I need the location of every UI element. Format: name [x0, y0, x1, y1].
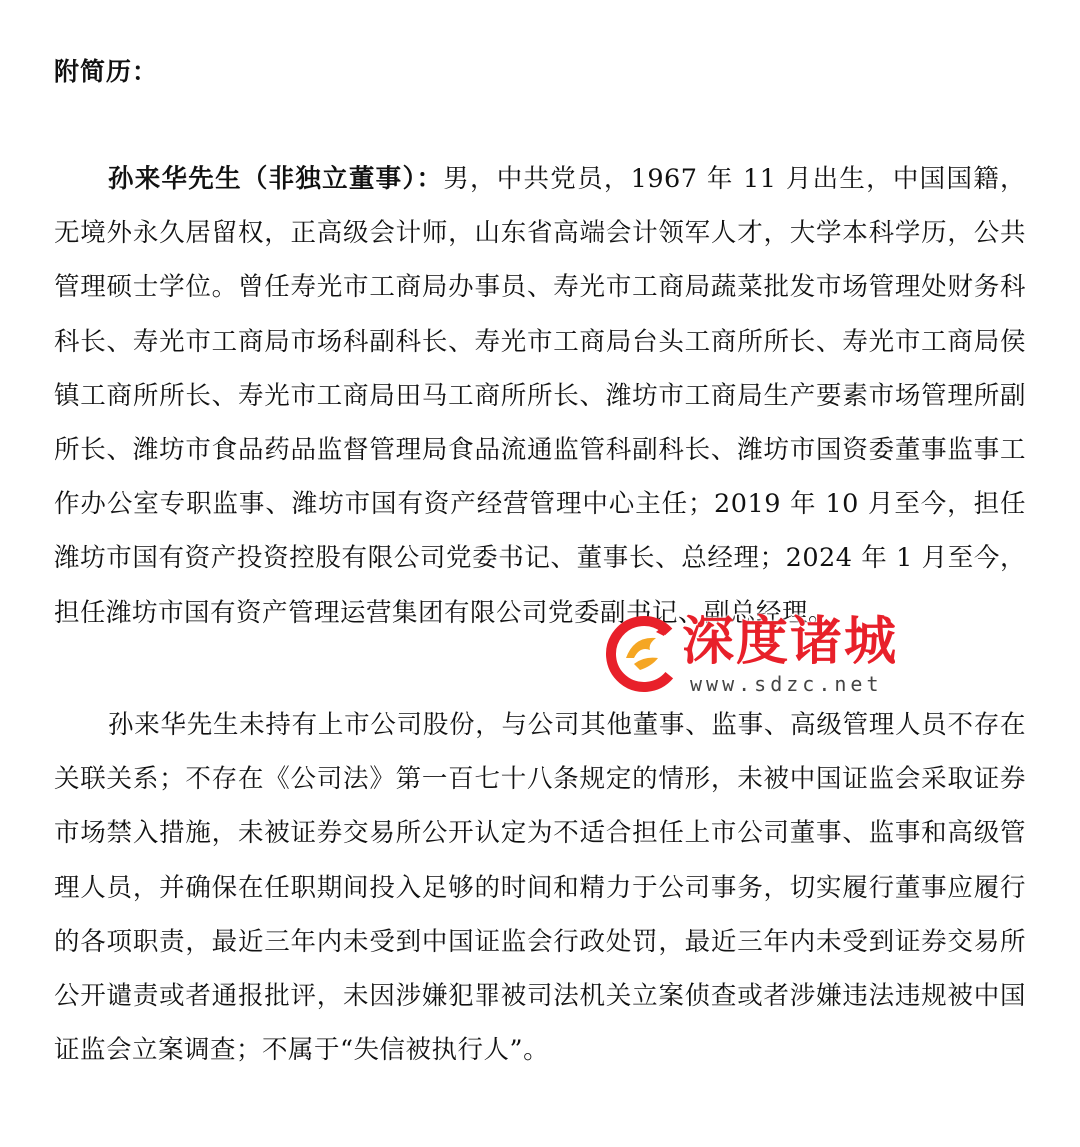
watermark-url: www.sdzc.net: [690, 672, 883, 696]
resume-paragraph-1: [54, 152, 1026, 640]
candidate-biography-text: 男，中共党员，1967 年 11 月出生，中国国籍，无境外永久居留权，正高级会计师，山东省高端会计领军人才，大学本科学历，公共管理硕士学位。曾任寿光市工商局办事员、寿光市工商局蔬菜批发市场管理处财务科科长、寿光市工商局市场科副科长、寿光市工商局台头工商所所长、寿光市工商局侯镇工商所所长、寿光市工商局田马工商所所长、潍坊市工商局生产要素市场管理所副所长、潍坊市食品药品监督管理局食品流通监管科副科长、潍坊市国资委董事监事工作办公室专职监事、潍坊市国有资产经营管理中心主任；2019 年 10 月至今，担任潍坊市国有资产投资控股有限公司党委书记、董事长、总经理；2024 年 1 月至今，担任潍坊市国有资产管理运营集团有限公司党委副书记、副总经理。: [54, 164, 1026, 628]
watermark: [604, 612, 904, 696]
resume-heading: 附简历：: [54, 57, 159, 86]
candidate-name-title: 孙来华先生（非独立董事）：: [108, 164, 444, 194]
dragon-logo-icon: [604, 614, 688, 694]
watermark-title: 深度诸城: [682, 612, 899, 672]
resume-paragraph-2: 孙来华先生未持有上市公司股份，与公司其他董事、监事、高级管理人员不存在关联关系；不存在《公司法》第一百七十八条规定的情形，未被中国证监会采取证券市场禁入措施，未被证券交易所公开认定为不适合担任上市公司董事、监事和高级管理人员，并确保在任职期间投入足够的时间和精力于公司事务，切实履行董事应履行的各项职责，最近三年内未受到中国证监会行政处罚，最近三年内未受到证券交易所公开谴责或者通报批评，未因涉嫌犯罪被司法机关立案侦查或者涉嫌违法违规被中国证监会立案调查；不属于“失信被执行人”。: [54, 710, 1026, 1066]
